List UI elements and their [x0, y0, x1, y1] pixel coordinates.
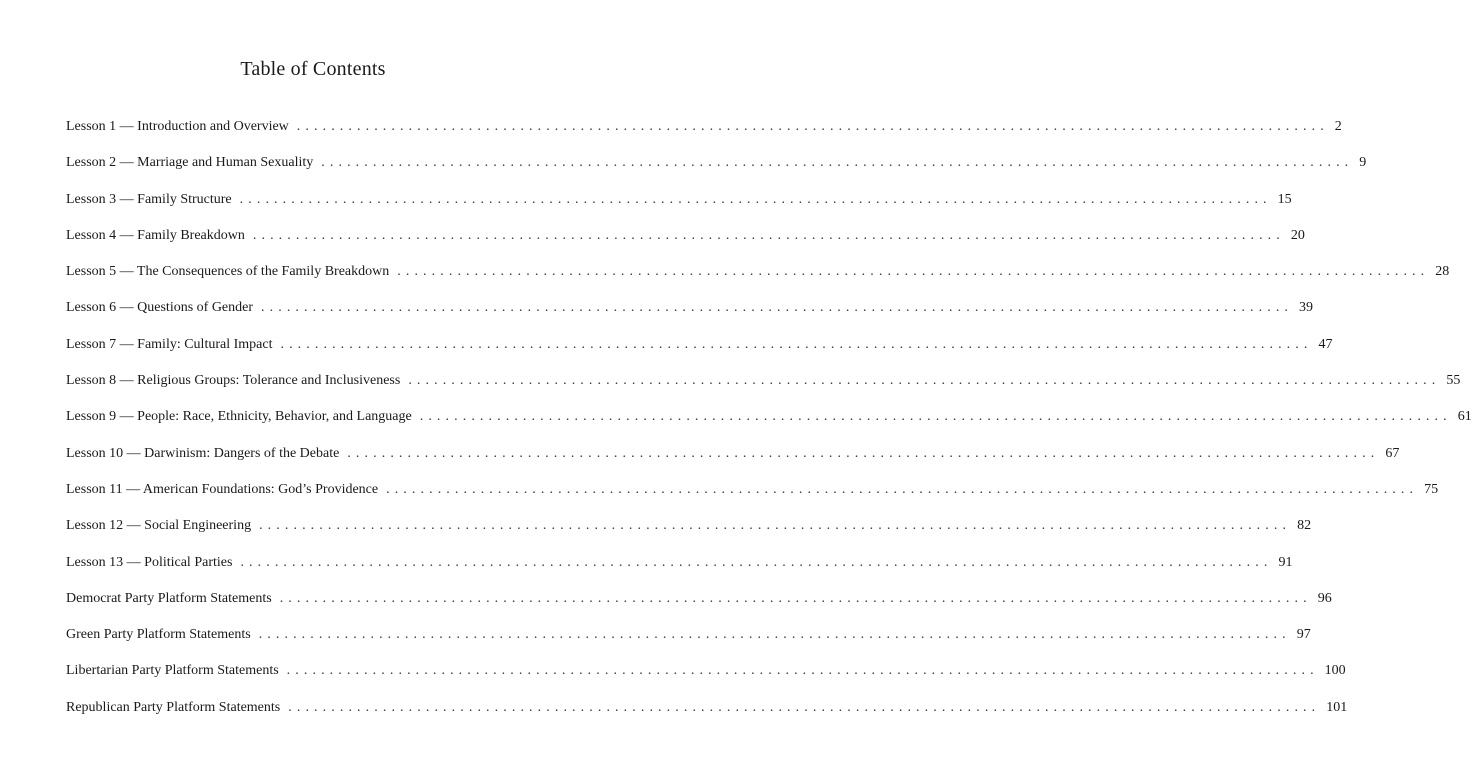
toc-entry-label: Lesson 7 — Family: Cultural Impact	[66, 336, 273, 352]
toc-entry-page: 75	[1424, 481, 1439, 497]
toc-entry-label: Republican Party Platform Statements	[66, 699, 281, 715]
toc-entry-label: Lesson 6 — Questions of Gender	[66, 300, 254, 316]
toc-entry	[66, 407, 1472, 443]
toc-entry	[66, 589, 1332, 625]
toc-entry-page: 82	[1297, 518, 1312, 534]
toc-entry-page: 91	[1278, 554, 1293, 570]
toc-entry-page: 55	[1446, 373, 1461, 389]
toc-entry-label: Democrat Party Platform Statements	[66, 590, 272, 606]
dot-leader: ........................................................................................................................	[419, 409, 1452, 425]
dot-leader: ........................................................................................................................	[259, 518, 1292, 534]
toc-entry-page: 47	[1318, 336, 1333, 352]
toc-entry	[66, 625, 1311, 661]
toc-entry-label: Lesson 10 — Darwinism: Dangers of the Debate	[66, 445, 340, 461]
toc-entry	[66, 226, 1305, 262]
toc-entry-label: Green Party Platform Statements	[66, 627, 251, 643]
toc-entry	[66, 444, 1400, 480]
dot-leader: ........................................................................................................................	[296, 119, 1329, 134]
toc-entry	[66, 262, 1450, 298]
toc-entry-label: Lesson 4 — Family Breakdown	[66, 227, 245, 243]
page-title: Table of Contents	[240, 58, 386, 80]
dot-leader: ........................................................................................................................	[258, 627, 1291, 643]
toc-entry-page: 101	[1326, 699, 1348, 715]
toc-entry	[66, 480, 1439, 516]
toc-entry-page: 2	[1334, 119, 1342, 134]
toc-entry-label: Lesson 5 — The Consequences of the Family Breakdown	[66, 264, 390, 280]
toc-entry-label: Lesson 3 — Family Structure	[66, 191, 232, 207]
toc-entry	[66, 661, 1346, 697]
toc-entry-label: Lesson 11 — American Foundations: God’s Providence	[66, 481, 379, 497]
toc-entry-label: Libertarian Party Platform Statements	[66, 663, 279, 679]
toc-list	[66, 117, 1472, 734]
dot-leader: ........................................................................................................................	[240, 554, 1273, 570]
toc-entry-page: 67	[1385, 445, 1400, 461]
toc-entry	[66, 516, 1312, 552]
dot-leader: ........................................................................................................................	[397, 264, 1430, 280]
toc-entry-label: Lesson 13 — Political Parties	[66, 554, 233, 570]
toc-entry	[66, 371, 1461, 407]
dot-leader: ........................................................................................................................	[288, 699, 1321, 715]
toc-entry	[66, 153, 1367, 189]
dot-leader: ........................................................................................................................	[386, 481, 1419, 497]
toc-entry-page: 61	[1457, 409, 1472, 425]
toc-entry-page: 39	[1299, 300, 1314, 316]
dot-leader: ........................................................................................................................	[239, 191, 1272, 207]
toc-entry-page: 15	[1277, 191, 1292, 207]
dot-leader: ........................................................................................................................	[286, 663, 1319, 679]
toc-entry-page: 96	[1317, 590, 1332, 606]
dot-leader: ........................................................................................................................	[279, 590, 1312, 606]
toc-entry	[66, 553, 1293, 589]
toc-entry	[66, 190, 1292, 226]
toc-entry-label: Lesson 8 — Religious Groups: Tolerance and Inclusiveness	[66, 373, 401, 389]
toc-entry-label: Lesson 9 — People: Race, Ethnicity, Behavior, and Language	[66, 409, 412, 425]
toc-entry	[66, 298, 1314, 334]
dot-leader: ........................................................................................................................	[280, 336, 1313, 352]
toc-entry-label: Lesson 2 — Marriage and Human Sexuality	[66, 155, 314, 171]
toc-entry	[66, 335, 1333, 371]
toc-entry-page: 97	[1296, 627, 1311, 643]
dot-leader: ........................................................................................................................	[347, 445, 1380, 461]
dot-leader: ........................................................................................................................	[261, 300, 1294, 316]
toc-entry-page: 9	[1359, 155, 1367, 171]
dot-leader: ........................................................................................................................	[321, 155, 1354, 171]
dot-leader: ........................................................................................................................	[252, 227, 1285, 243]
toc-entry	[66, 698, 1348, 734]
toc-entry	[66, 117, 1342, 153]
dot-leader: ........................................................................................................................	[408, 373, 1441, 389]
toc-entry-label: Lesson 1 — Introduction and Overview	[66, 119, 289, 134]
toc-entry-page: 20	[1290, 227, 1305, 243]
toc-entry-label: Lesson 12 — Social Engineering	[66, 518, 252, 534]
toc-entry-page: 100	[1324, 663, 1346, 679]
toc-entry-page: 28	[1435, 264, 1450, 280]
